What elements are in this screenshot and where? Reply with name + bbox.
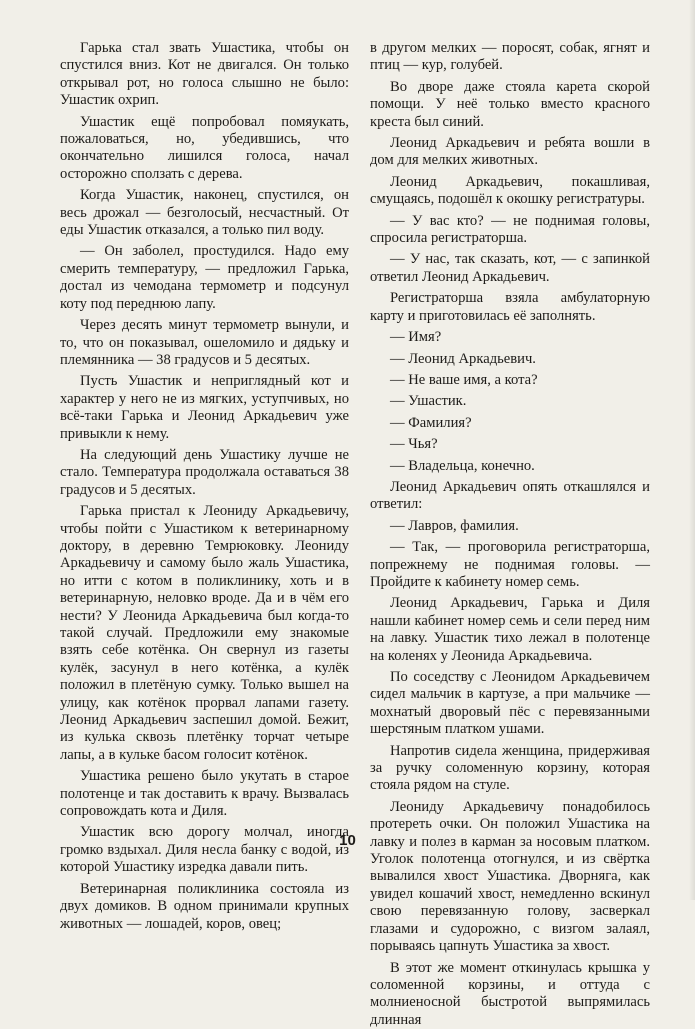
- dialogue-line: — Чья?: [370, 436, 650, 453]
- page-number: 10: [0, 832, 695, 849]
- dialogue-line: — Имя?: [370, 329, 650, 346]
- paragraph: Леониду Аркадьевичу понадобилось протереть очки. Он положил Ушастика на лавку и полез в карман за носовым платком. Уголок полотенца отогнулся, и из свёртка вывалился хвост Ушастика. Дворняга, как увидел кошачий хвост, немедленно вскинул свою перевязанную голову, засверкал глазами и судорожно, с визгом залаял, порываясь цапнуть Ушастика за хвост.: [370, 799, 650, 956]
- dialogue-line: — У вас кто? — не поднимая головы, спросила регистраторша.: [370, 213, 650, 248]
- paragraph: Леонид Аркадьевич и ребята вошли в дом для мелких животных.: [370, 135, 650, 170]
- dialogue-line: — Так, — проговорила регистраторша, попрежнему не поднимая головы. — Пройдите к кабинету номер семь.: [370, 539, 650, 591]
- paragraph: Леонид Аркадьевич опять откашлялся и ответил:: [370, 479, 650, 514]
- paragraph: Леонид Аркадьевич, покашливая, смущаясь, подошёл к окошку регистратуры.: [370, 174, 650, 209]
- dialogue-line: — Не ваше имя, а кота?: [370, 372, 650, 389]
- right-text-column: [370, 40, 650, 1029]
- paragraph: Пусть Ушастик и неприглядный кот и характер у него не из мягких, уступчивых, но всё-таки Гарька и Леонид Аркадьевич уже привыкли к нему.: [60, 373, 349, 443]
- paragraph: Когда Ушастик, наконец, спустился, он весь дрожал — безголосый, несчастный. От еды Ушастик отказался, а только пил воду.: [60, 187, 349, 239]
- paragraph: Гарька стал звать Ушастика, чтобы он спустился вниз. Кот не двигался. Он только открывал рот, но голоса слышно не было: Ушастик охрип.: [60, 40, 349, 110]
- paragraph: Во дворе даже стояла карета скорой помощи. У неё только вместо красного креста был синий.: [370, 79, 650, 131]
- dialogue-line: — Ушастик.: [370, 393, 650, 410]
- dialogue-line: — Фамилия?: [370, 415, 650, 432]
- paragraph-continued: в другом мелких — поросят, собак, ягнят и птиц — кур, голубей.: [370, 40, 650, 75]
- paragraph: Леонид Аркадьевич, Гарька и Диля нашли кабинет номер семь и сели перед ним на лавку. Ушастик тихо лежал в полотенце на коленях у Леонида Аркадьевича.: [370, 595, 650, 665]
- paragraph: На следующий день Ушастику лучше не стало. Температура продолжала оставаться 38 градусов и 5 десятых.: [60, 447, 349, 499]
- dialogue-line: — Леонид Аркадьевич.: [370, 351, 650, 368]
- dialogue-line: — Владельца, конечно.: [370, 458, 650, 475]
- paragraph: Напротив сидела женщина, придерживая за ручку соломенную корзину, которая стояла рядом на стуле.: [370, 743, 650, 795]
- paragraph: Ушастик всю дорогу молчал, иногда громко вздыхал. Диля несла банку с водой, из которой Ушастику изредка давали пить.: [60, 824, 349, 876]
- paragraph: По соседству с Леонидом Аркадьевичем сидел мальчик в картузе, а при мальчике — мохнатый дворовый пёс с перевязанными шерстяным платком ушами.: [370, 669, 650, 739]
- dialogue-line: — У нас, так сказать, кот, — с запинкой ответил Леонид Аркадьевич.: [370, 251, 650, 286]
- paragraph: В этот же момент откинулась крышка у соломенной корзины, и оттуда с молниеносной быстротой выпрямилась длинная: [370, 960, 650, 1029]
- page-edge-shadow: [689, 0, 695, 900]
- paragraph: Регистраторша взяла амбулаторную карту и приготовилась её заполнять.: [370, 290, 650, 325]
- paragraph: Через десять минут термометр вынули, и то, что он показывал, ошеломило и дядьку и племянника — 38 градусов и 5 десятых.: [60, 317, 349, 369]
- dialogue-line: — Лавров, фамилия.: [370, 518, 650, 535]
- paragraph: Ветеринарная поликлиника состояла из двух домиков. В одном принимали крупных животных — лошадей, коров, овец;: [60, 881, 349, 933]
- paragraph: Ушастика решено было укутать в старое полотенце и так доставить к врачу. Вызвалась сопровождать кота и Диля.: [60, 768, 349, 820]
- paragraph: Гарька пристал к Леониду Аркадьевичу, чтобы пойти с Ушастиком к ветеринарному доктору, в деревню Темрюковку. Леониду Аркадьевичу и самому было жаль Ушастика, но итти с котом в поликлинику, хоть и в ветеринарную, неловко вроде. Да и в чём его нести? У Леонида Аркадьевича был когда-то такой случай. Предложили ему знакомые взять себе котёнка. Он свернул из газеты кулёк, засунул в него котёнка, а кулёк положил в плетёную сумку. Только вышел на улицу, как котёнок прорвал лапами газету. Леонид Аркадьевич заспешил домой. Бежит, из кулька сквозь плетёнку торчат четыре лапы, а в кульке басом голосит котёнок.: [60, 503, 349, 764]
- paragraph: Ушастик ещё попробовал помяукать, пожаловаться, но, убедившись, что окончательно лишился голоса, начал осторожно сползать с дерева.: [60, 114, 349, 184]
- left-text-column: [60, 40, 349, 933]
- paragraph: — Он заболел, простудился. Надо ему смерить температуру, — предложил Гарька, достал из чемодана термометр и подсунул коту под переднюю лапу.: [60, 243, 349, 313]
